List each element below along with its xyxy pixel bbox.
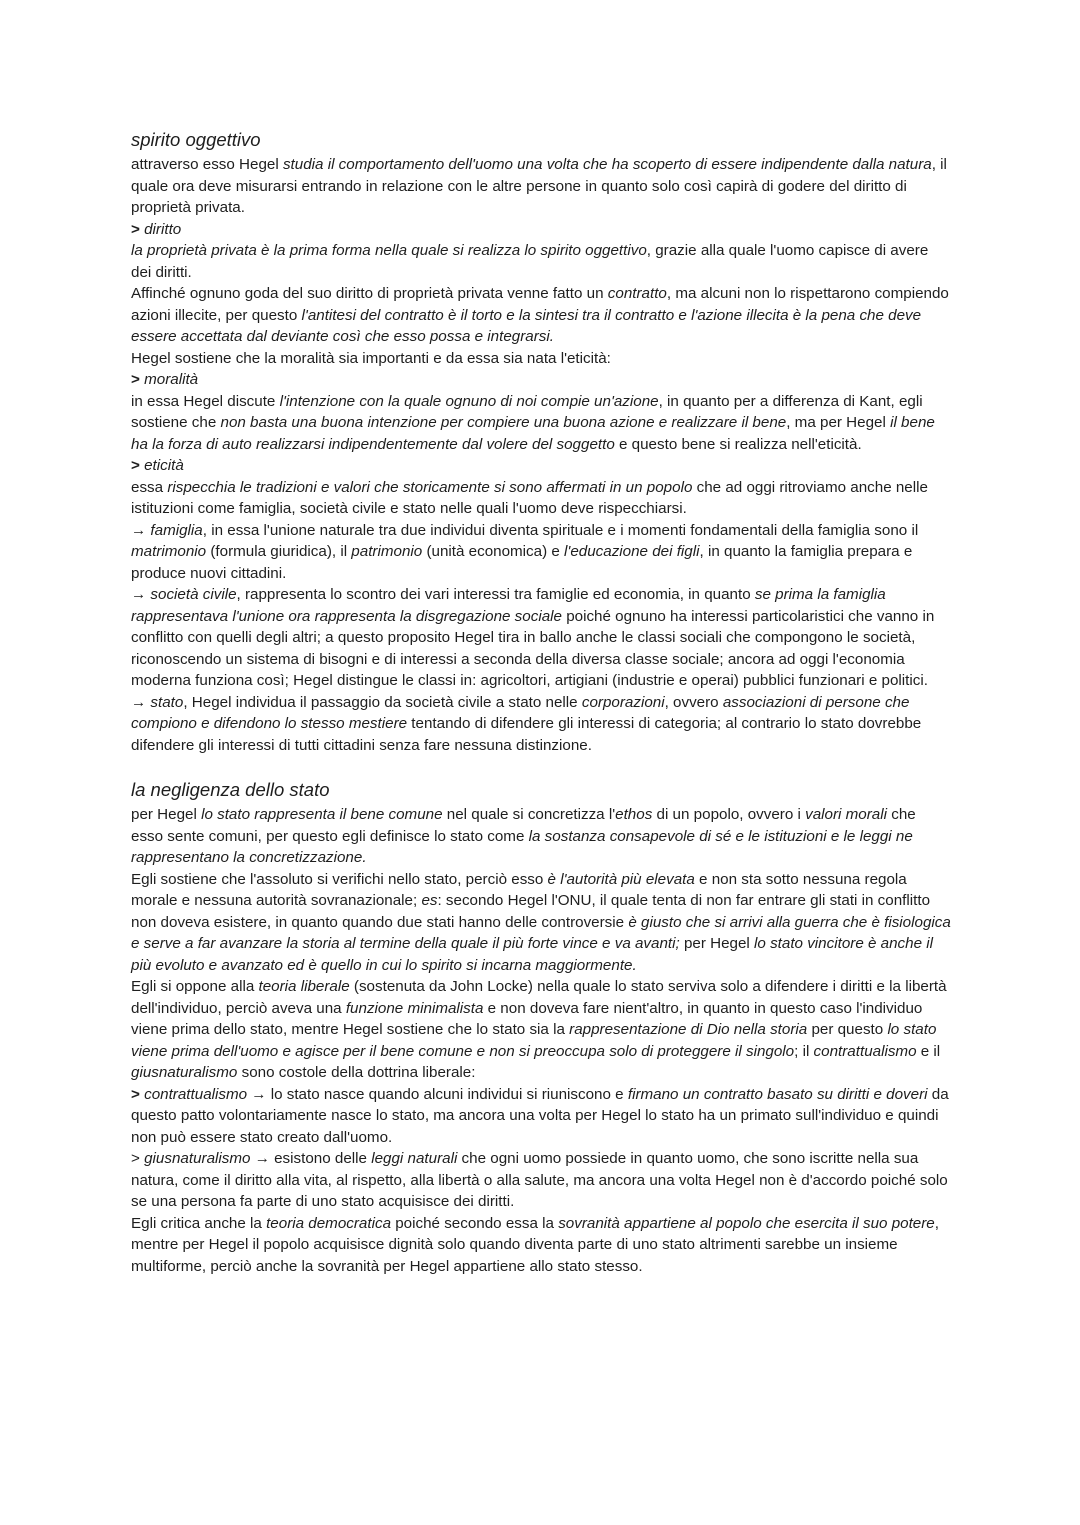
list-item-famiglia xyxy=(131,520,951,585)
text-run: corporazioni xyxy=(581,693,665,711)
text-run: da questo patto volontariamente nasce lo stato, ma ancora una volta per Hegel lo stato ha un primato sull'individuo e quindi non può essere stato creato dall'uomo. xyxy=(131,1085,949,1146)
paragraph xyxy=(131,154,951,219)
text-run: che esso sente comuni, per questo egli definisce lo stato come xyxy=(131,806,916,845)
text-run: , in quanto per a differenza di Kant, egli sostiene che xyxy=(131,392,923,431)
text-run: associazioni di persone che compiono e difendono lo stesso mestiere xyxy=(131,693,910,732)
paragraph xyxy=(131,391,951,456)
text-run: nel quale si concretizza l' xyxy=(442,806,616,823)
text-run: sovranità appartiene al popolo che esercita il suo potere xyxy=(558,1214,935,1232)
text-run: per Hegel xyxy=(131,806,202,823)
section-title-spirito-oggettivo: spirito oggettivo xyxy=(131,129,261,150)
text-run: la sostanza consapevole di sé e le istituzioni e le leggi ne rappresentano la concretizzazione. xyxy=(131,827,913,866)
text-run: poiché secondo essa la xyxy=(391,1214,559,1232)
text-run: , grazie alla quale l'uomo capisce di avere dei diritti. xyxy=(131,242,929,281)
text-run: firmano un contratto basato su diritti e doveri xyxy=(627,1085,928,1103)
text-run: è giusto che si arrivi alla guerra che è fisiologica e serve a far avanzare la storia al termine della quale il più forte vince e va avanti; xyxy=(131,913,951,952)
text-run: studia il comportamento dell'uomo una volta che ha scoperto di essere indipendente dalla natura xyxy=(282,156,932,173)
text-run: es xyxy=(421,892,438,909)
text-run: che ad oggi ritroviamo anche nelle istituzioni come famiglia, società civile e stato nelle quali l'uomo deve rispecchiarsi. xyxy=(131,478,928,517)
text-run: funzione minimalista xyxy=(345,999,484,1017)
text-run: patrimonio xyxy=(351,543,423,560)
text-run: Hegel sostiene che la moralità sia importanti e da essa sia nata l'eticità: xyxy=(131,349,611,367)
text-run: > xyxy=(131,1085,145,1103)
text-run: contrattualismo xyxy=(813,1042,917,1060)
text-run: → xyxy=(131,586,151,603)
text-run: contrattualismo xyxy=(144,1085,248,1103)
text-run: , Hegel individua il passaggio da società civile a stato nelle xyxy=(183,693,582,711)
text-run: l'educazione dei figli xyxy=(564,543,700,560)
text-run: contratto xyxy=(607,285,667,302)
text-run: di un popolo, ovvero i xyxy=(652,806,806,823)
text-run: non basta una buona intenzione per compiere una buona azione e realizzare il bene xyxy=(220,414,787,431)
subheading-eticita: > eticità xyxy=(131,457,184,474)
text-run: (unità economica) e xyxy=(422,543,565,560)
subheading-label: moralità xyxy=(144,371,199,388)
text-run: giusnaturalismo xyxy=(144,1150,251,1167)
text-run: → xyxy=(131,521,151,539)
text-run: sono costole della dottrina liberale: xyxy=(237,1064,476,1081)
text-run: , ma per Hegel xyxy=(786,414,891,431)
text-run: attraverso esso Hegel xyxy=(131,156,283,173)
text-run: e il xyxy=(916,1042,941,1060)
list-item-contrattualismo xyxy=(131,1084,951,1149)
text-run: per Hegel xyxy=(679,935,755,952)
text-run: e questo bene si realizza nell'eticità. xyxy=(614,435,862,453)
text-run: Affinché ognuno goda del suo diritto di proprietà privata venne fatto un xyxy=(131,285,608,302)
text-run: , in essa l'unione naturale tra due individui diventa spirituale e i momenti fondamentali della famiglia sono il xyxy=(202,521,919,539)
list-item-stato xyxy=(131,692,951,757)
text-run: leggi naturali xyxy=(371,1150,458,1167)
text-run: il bene ha la forza di auto realizzarsi indipendentemente dal volere del soggetto xyxy=(131,414,935,453)
text-run: Egli sostiene che l'assoluto si verifichi nello stato, perciò esso xyxy=(131,870,548,888)
text-run: ethos xyxy=(615,806,653,823)
paragraph xyxy=(131,477,951,520)
text-run: , ma alcuni non lo rispettarono compiendo azioni illecite, per questo xyxy=(131,285,949,324)
text-run: rispecchia le tradizioni e valori che storicamente si sono affermati in un popolo xyxy=(167,478,693,496)
text-run: essa xyxy=(131,478,168,496)
text-run: matrimonio xyxy=(131,543,207,560)
paragraph xyxy=(131,804,951,869)
text-run: giusnaturalismo xyxy=(131,1064,238,1081)
text-run: lo stato viene prima dell'uomo e agisce per il bene comune e non si preoccupa solo di proteggere il singolo xyxy=(131,1021,937,1060)
paragraph xyxy=(131,240,951,283)
text-run: ; il xyxy=(794,1042,814,1060)
document-page xyxy=(131,128,951,1277)
subheading-moralita: > moralità xyxy=(131,371,199,388)
text-run: → xyxy=(131,693,151,711)
list-item-giusnaturalismo xyxy=(131,1148,951,1213)
text-run: teoria democratica xyxy=(266,1214,392,1232)
text-run: teoria liberale xyxy=(258,978,350,995)
paragraph xyxy=(131,348,951,370)
text-run: : secondo Hegel l'ONU, il quale tenta di non far entrare gli stati in conflitto non doveva esistere, in quanto quando due stati hanno delle controversie xyxy=(131,892,931,931)
text-run: , rappresenta lo scontro dei vari interessi tra famiglie ed economia, in quanto xyxy=(236,586,755,603)
text-run: lo stato rappresenta il bene comune xyxy=(201,806,443,823)
text-run: che ogni uomo possiede in quanto uomo, che sono iscritte nella sua natura, come il diritto alla vita, al rispetto, alla libertà o alla salute, ma ancora una volta Hegel non è d'accordo poiché solo se una persona fa parte di uno stato acquisisce dei diritti. xyxy=(131,1150,948,1210)
text-run: stato xyxy=(150,693,184,711)
text-run: , ovvero xyxy=(664,693,723,711)
text-run: l'intenzione con la quale ognuno di noi compie un'azione xyxy=(279,392,659,410)
text-run: e non doveva fare nient'altro, in quanto in questo caso l'individuo viene prima dello stato, mentre Hegel sostiene che lo stato sia la xyxy=(131,999,923,1038)
text-run: poiché ognuno ha interessi particolaristici che vanno in conflitto con quelli degli altri; a questo proposito Hegel tira in ballo anche le classi sociali che compongono le società, riconoscendo un sistema di bisogni e di interessi a seconda della diversa classe sociale; ancora ad oggi l'economia moderna funziona così; Hegel distingue le classi in: agricoltori, artigiani (industrie e operai) pubblici funzionari e politici. xyxy=(131,607,935,689)
text-run: > xyxy=(131,1150,145,1167)
text-run: Egli si oppone alla xyxy=(131,978,259,995)
text-run: tentando di difendere gli interessi di categoria; al contrario lo stato dovrebbe difendere gli interessi di tutti cittadini senza fare nessuna distinzione. xyxy=(131,715,922,754)
text-run: società civile xyxy=(150,586,237,603)
subheading-label: diritto xyxy=(144,220,182,238)
paragraph xyxy=(131,283,951,348)
paragraph xyxy=(131,869,951,977)
section-title-negligenza-stato: la negligenza dello stato xyxy=(131,779,330,800)
text-run: valori morali xyxy=(805,806,887,823)
text-run: , il quale ora deve misurarsi entrando in relazione con le altre persone in quanto solo così capirà di godere del diritto di proprietà privata. xyxy=(131,156,947,216)
paragraph xyxy=(131,976,951,1084)
text-run: Egli critica anche la xyxy=(131,1214,267,1232)
text-run: in essa Hegel discute xyxy=(131,392,280,410)
text-run: , in quanto la famiglia prepara e produce nuovi cittadini. xyxy=(131,543,913,582)
text-run: famiglia xyxy=(150,521,203,539)
text-run: rappresentazione di Dio nella storia xyxy=(569,1021,808,1038)
text-run: , mentre per Hegel il popolo acquisisce dignità solo quando diventa parte di uno stato altrimenti sarebbe un insieme multiforme, perciò anche la sovranità per Hegel appartiene allo stato stesso. xyxy=(131,1214,939,1275)
list-item-societa-civile xyxy=(131,584,951,692)
subheading-diritto: > diritto xyxy=(131,220,182,238)
subheading-label: eticità xyxy=(144,457,184,474)
text-run: → esistono delle xyxy=(250,1150,372,1167)
text-run: l'antitesi del contratto è il torto e la sintesi tra il contratto e l'azione illecita è la pena che deve essere accettata dal deviante così che esso possa e integrarsi. xyxy=(131,306,922,345)
paragraph xyxy=(131,1213,951,1278)
text-run: se prima la famiglia rappresentava l'unione ora rappresenta la disgregazione sociale xyxy=(131,586,886,625)
text-run: e non sta sotto nessuna regola morale e nessuna autorità sovranazionale; xyxy=(131,870,907,909)
text-run: per questo xyxy=(807,1021,888,1038)
text-run: → lo stato nasce quando alcuni individui si riuniscono e xyxy=(247,1085,628,1103)
text-run: la proprietà privata è la prima forma nella quale si realizza lo spirito oggettivo xyxy=(131,242,647,259)
text-run: è l'autorità più elevata xyxy=(547,870,695,888)
text-run: (formula giuridica), il xyxy=(206,543,352,560)
text-run: (sostenuta da John Locke) nella quale lo stato serviva solo a difendere i diritti e la libertà dell'individuo, perciò aveva una xyxy=(131,978,947,1017)
text-run: lo stato vincitore è anche il più evoluto e avanzato ed è quello in cui lo spirito si incarna maggiormente. xyxy=(131,935,934,974)
